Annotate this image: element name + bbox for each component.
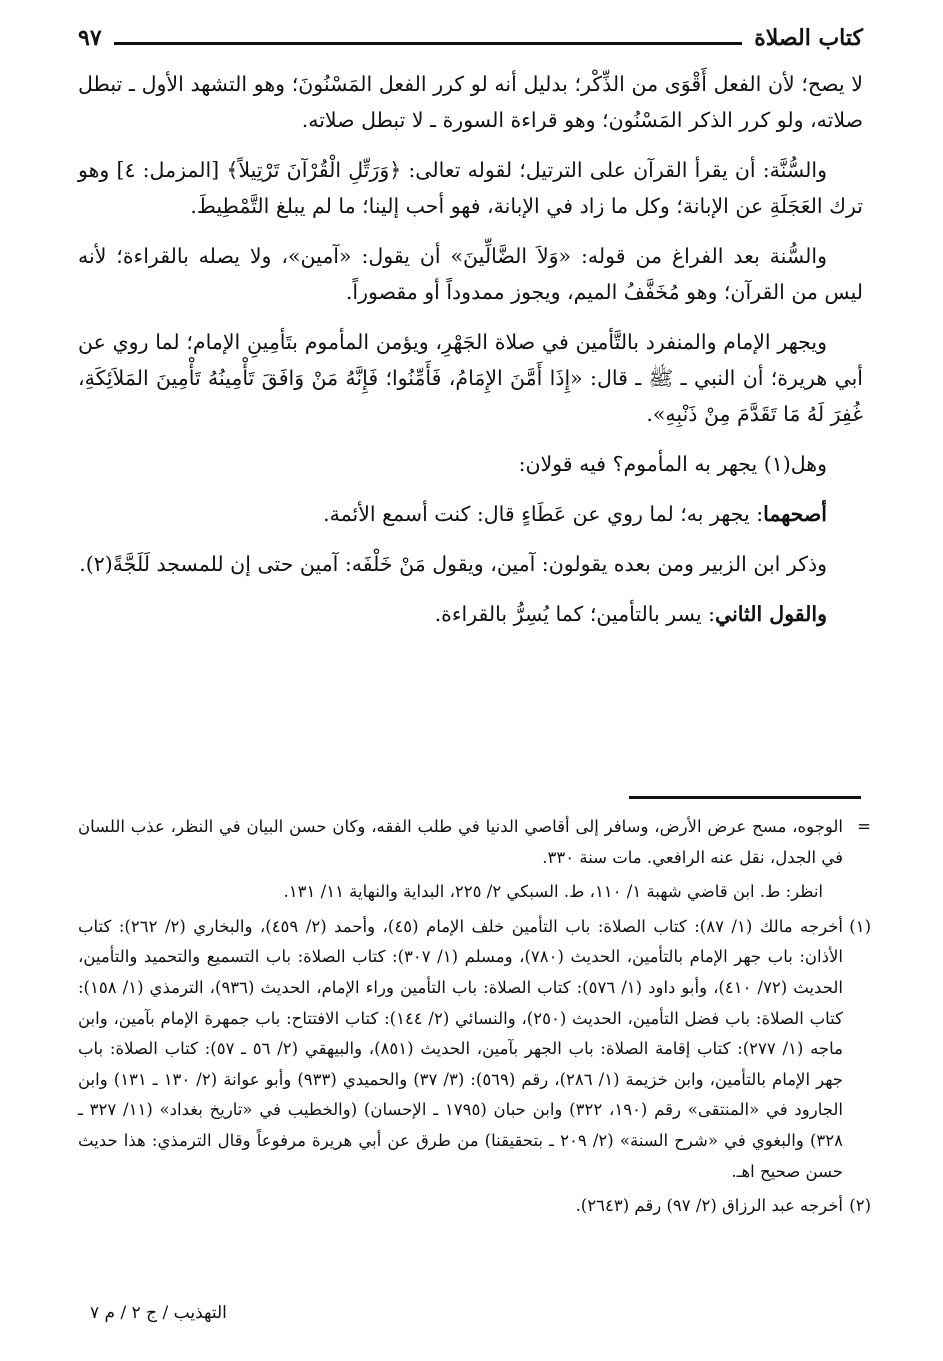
continuation-sources: انظر: ط. ابن قاضي شهبة ١/ ١١٠، ط. السبكي ٢/ ٢٢٥، البداية والنهاية ١١/ ١٣١. — [283, 882, 823, 902]
first-opinion-text: : يجهر به؛ لما روي عن عَطَاءٍ قال: كنت أسمع الأئمة. — [323, 502, 764, 526]
footnotes — [78, 812, 871, 1226]
footnote-2 — [78, 1191, 871, 1222]
footnote-1-marker: (١) — [849, 916, 871, 936]
paragraph-2: والسُّنَّة: أن يقرأ القرآن على الترتيل؛ لقوله تعالى: ﴿وَرَتِّلِ الْقُرْآنَ تَرْتِيلاً﴾ [المزمل: ٤] وهو ترك العَجَلَةِ عن الإبانة؛ وكل ما زاد في الإبانة، فهو أحب إلينا؛ ما لم يبلغ التَّمْطِيطَ. — [78, 158, 863, 218]
second-opinion-label: والقول الثاني — [715, 602, 827, 626]
main-text — [78, 66, 863, 646]
first-opinion-label: أصحهما — [763, 502, 827, 526]
paragraph-5: وهل(١) يجهر به المأموم؟ فيه قولان: — [518, 452, 827, 476]
second-opinion-text: : يسر بالتأمين؛ كما يُسِرُّ بالقراءة. — [434, 602, 715, 626]
paragraph-3: والسُّنة بعد الفراغ من قوله: «وَلاَ الضَّالِّينَ» أن يقول: «آمين»، ولا يصله بالقراءة؛ لأنه ليس من القرآن؛ وهو مُخَفَّفُ الميم، ويجوز ممدوداً أو مقصوراً. — [78, 244, 863, 304]
header-rule — [114, 42, 743, 45]
paragraph-4: ويجهر الإمام والمنفرد بالتَّأمين في صلاة الجَهْرِ، ويؤمن المأموم بتَأمِينِ الإمام؛ لما روي عن أبي هريرة؛ أن النبي ـ ﷺ ـ قال: «إِذَا أَمَّنَ الإِمَامُ، فَأَمِّنُوا؛ فَإِنَّهُ مَنْ وَافَقَ تَأْمِينُهُ تَأْمِينَ المَلاَئِكَةِ، غُفِرَ لَهُ مَا تَقَدَّمَ مِنْ ذَنْبِهِ». — [78, 330, 863, 426]
continuation-marker: = — [857, 817, 871, 836]
footnote-2-marker: (٢) — [849, 1196, 871, 1216]
page-header — [78, 18, 863, 58]
continuation-text: الوجوه، مسح عرض الأرض، وسافر إلى أقاصي الدنيا في طلب الفقه، وكان حسن البيان في النظر، عذب اللسان في الجدل، نقل عنه الرافعي. مات سنة ٣٣٠. — [78, 817, 843, 867]
page-number: ٩٧ — [78, 25, 102, 51]
running-title: كتاب الصلاة — [754, 25, 863, 51]
paragraph-8 — [78, 596, 863, 632]
footnote-1 — [78, 912, 871, 1187]
paragraph-6 — [78, 496, 863, 532]
footnote-separator — [629, 796, 861, 799]
printer-signature: التهذيب / ج ٢ / م ٧ — [90, 1303, 227, 1323]
paragraph-7: وذكر ابن الزبير ومن بعده يقولون: آمين، ويقول مَنْ خَلْفَه: آمين حتى إن للمسجد لَلَجَّةً(٢). — [79, 552, 827, 576]
footnote-1-text: أخرجه مالك (١/ ٨٧): كتاب الصلاة: باب التأمين خلف الإمام (٤٥)، وأحمد (٢/ ٤٥٩)، والبخاري (٢/ ٢٦٢): كتاب الأذان: باب جهر الإمام بالتأمين، الحديث (٧٨٠)، ومسلم (١/ ٣٠٧): كتاب الصلاة: باب التسميع والتحميد والتأمين، الحديث (٧٢/ ٤١٠)، وأبو داود (١/ ٥٧٦): كتاب الصلاة: باب التأمين وراء الإمام، الحديث (٩٣٦)، الترمذي (١/ ١٥٨): كتاب الصلاة: باب فضل التأمين، الحديث (٢٥٠)، والنسائي (٢/ ١٤٤): كتاب الافتتاح: باب جمهرة الإمام بآمين، وابن ماجه (١/ ٢٧٧): كتاب إقامة الصلاة: باب الجهر بآمين، الحديث (٨٥١)، والبيهقي (٢/ ٥٦ ـ ٥٧): كتاب الصلاة: باب جهر الإمام بالتأمين، وابن خزيمة (١/ ٢٨٦)، رقم (٥٦٩): (٣/ ٣٧) والحميدي (٩٣٣) وأبو عوانة (٢/ ١٣٠ ـ ١٣١) وابن الجارود في «المنتقى» رقم (١٩٠، ٣٢٢) وابن حبان (١٧٩٥ ـ الإحسان) (والخطيب في «تاريخ بغداد» (١١/ ٣٢٧ ـ ٣٢٨) والبغوي في «شرح السنة» (٢/ ٢٠٩ ـ بتحقيقنا) من طرق عن أبي هريرة مرفوعاً وقال الترمذي: هذا حديث حسن صحيح اهـ. — [78, 916, 844, 1181]
footnote-continuation — [78, 812, 871, 873]
footnote-2-text: أخرجه عبد الرزاق (٢/ ٩٧) رقم (٢٦٤٣). — [575, 1196, 843, 1216]
paragraph-1: لا يصح؛ لأن الفعل أَقْوَى من الذِّكْر؛ بدليل أنه لو كرر الفعل المَسْنُونَ؛ وهو التشهد الأول ـ تبطل صلاته، ولو كرر الذكر المَسْنُون؛ وهو قراءة السورة ـ لا تبطل صلاته. — [78, 72, 863, 132]
